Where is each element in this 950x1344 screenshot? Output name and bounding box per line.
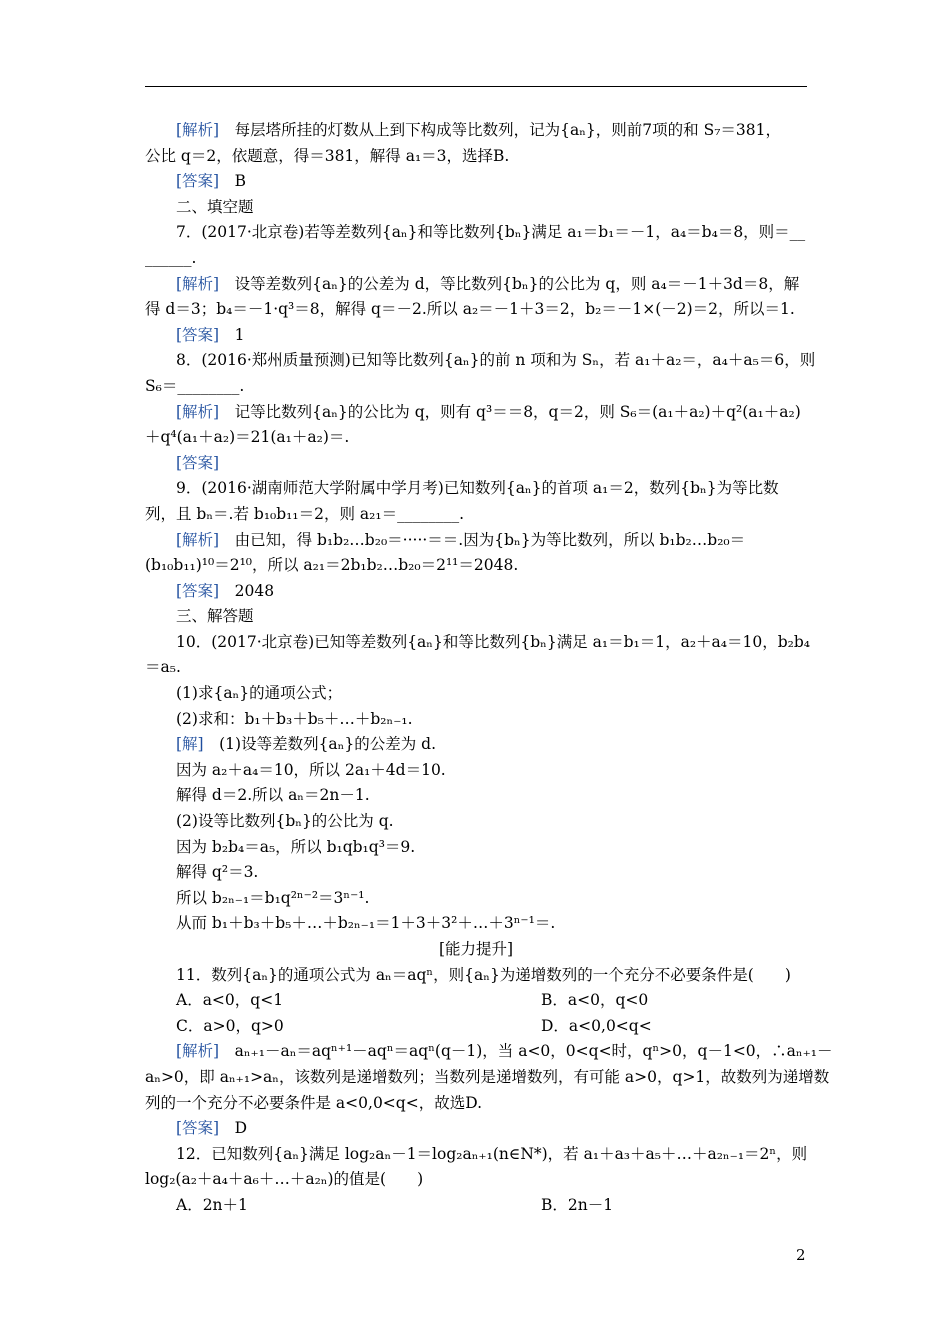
label-tag: [解] (176, 735, 204, 754)
text-line (145, 169, 807, 195)
text-line (145, 681, 807, 707)
text-line (145, 323, 807, 349)
label-tag: [答案] (176, 1119, 220, 1138)
page-number: 2 (796, 1246, 806, 1264)
label-tag: [解析] (176, 1042, 220, 1061)
text-line (145, 400, 807, 426)
choice-option: B．2n－1 (541, 1195, 614, 1214)
text-line (145, 348, 816, 374)
line-text: 因为 b₂b₄＝a₅，所以 b₁qb₁q³＝9. (176, 837, 416, 856)
line-text: 9．(2016·湖南师范大学附属中学月考)已知数列{aₙ}的首项 a₁＝2，数列{bₙ}为等比数 (176, 479, 779, 498)
text-line (145, 707, 807, 733)
choice-option: C．a>0，q>0 (176, 1016, 284, 1035)
line-text: 所以 b₂ₙ₋₁＝b₁q²ⁿ⁻²＝3ⁿ⁻¹. (176, 888, 370, 907)
label-tag: [解析] (176, 402, 220, 421)
line-text: aₙ₊₁－aₙ＝aqⁿ⁺¹－aqⁿ＝aqⁿ(q－1)，当 a<0，0<q<时，qⁿ>0，q－1<0，∴aₙ₊₁－ (219, 1042, 833, 1061)
label-tag: [答案] (176, 325, 220, 344)
line-text: 三、解答题 (176, 607, 254, 626)
line-text: (2)求和：b₁＋b₃＋b₅＋…＋b₂ₙ₋₁. (176, 709, 413, 728)
line-text: 1 (219, 325, 245, 344)
text-line (145, 655, 807, 681)
line-text: 每层塔所挂的灯数从上到下构成等比数列，记为{aₙ}，则前7项的和 S₇＝381， (219, 121, 781, 139)
text-line (145, 732, 807, 758)
text-line (145, 886, 807, 912)
line-text: 设等差数列{aₙ}的公差为 d，等比数列{bₙ}的公比为 q，则 a₄＝－1＋3d＝8，解 (219, 274, 800, 293)
text-line (145, 118, 807, 144)
text-line (145, 579, 807, 605)
label-tag: [答案] (176, 581, 220, 600)
line-text: 由已知，得 b₁b₂…b₂₀＝·····＝＝.因为{bₙ}为等比数列，所以 b₁b₂…b₂₀＝ (219, 530, 746, 549)
line-text: [能力提升] (438, 940, 514, 958)
text-line (145, 272, 807, 298)
text-line (145, 630, 810, 656)
line-text: 列，且 bₙ＝.若 b₁₀b₁₁＝2，则 a₂₁＝________. (145, 504, 464, 523)
text-line (145, 297, 807, 323)
text-line (145, 860, 807, 886)
text-line (145, 1039, 833, 1065)
section-heading (145, 937, 807, 963)
text-line (145, 1065, 830, 1091)
text-line (145, 1091, 807, 1117)
text-line (145, 246, 807, 272)
text-line (145, 502, 807, 528)
text-line (145, 195, 807, 221)
text-line (145, 144, 807, 170)
header-rule (145, 86, 807, 87)
line-text: log₂(a₂＋a₄＋a₆＋…＋a₂ₙ)的值是( ) (145, 1170, 424, 1189)
text-line (145, 1167, 807, 1193)
line-text: (2)设等比数列{bₙ}的公比为 q. (176, 812, 394, 831)
choice-row (145, 1193, 807, 1219)
text-line (145, 758, 807, 784)
line-text: 解得 q²＝3. (176, 863, 259, 882)
line-text: 记等比数列{aₙ}的公比为 q，则有 q³＝＝8，q＝2，则 S₆＝(a₁＋a₂)＋q²(a₁＋a₂) (219, 402, 801, 421)
choice-option: A．2n＋1 (176, 1195, 248, 1214)
line-text: (b₁₀b₁₁)¹⁰＝2¹⁰，所以 a₂₁＝2b₁b₂…b₂₀＝2¹¹＝2048. (145, 556, 519, 575)
line-text: 7．(2017·北京卷)若等差数列{aₙ}和等比数列{bₙ}满足 a₁＝b₁＝－1，a₄＝b₄＝8，则＝__ (176, 223, 806, 242)
text-line (145, 911, 807, 937)
line-text: aₙ>0，即 aₙ₊₁>aₙ，该数列是递增数列；当数列是递增数列，有可能 a>0，q>1，故数列为递增数 (145, 1067, 830, 1086)
line-text: D (219, 1119, 248, 1138)
line-text: B (219, 172, 246, 191)
text-line (145, 374, 807, 400)
text-line (145, 528, 807, 554)
line-text: (1)求{aₙ}的通项公式； (176, 684, 343, 703)
text-line (145, 783, 807, 809)
choice-option: D．a<0,0<q< (541, 1016, 652, 1035)
text-line (145, 963, 807, 989)
choice-row (145, 988, 807, 1014)
text-line (145, 476, 807, 502)
line-text: 列的一个充分不必要条件是 a<0,0<q<，故选D. (145, 1093, 483, 1112)
line-text: ______. (145, 248, 197, 267)
line-text: ＝a₅. (145, 658, 181, 677)
text-line (145, 220, 807, 246)
choice-option: A．a<0，q<1 (176, 991, 284, 1010)
line-text: 12．已知数列{aₙ}满足 log₂aₙ－1＝log₂aₙ₊₁(n∈N*)，若 a₁＋a₃＋a₅＋…＋a₂ₙ₋₁＝2ⁿ，则 (176, 1144, 808, 1163)
line-text: 10．(2017·北京卷)已知等差数列{aₙ}和等比数列{bₙ}满足 a₁＝b₁＝1，a₂＋a₄＝10，b₂b₄ (176, 632, 810, 651)
choice-row (145, 1014, 807, 1040)
line-text: ＋q⁴(a₁＋a₂)＝21(a₁＋a₂)＝. (145, 428, 350, 447)
label-tag: [答案] (176, 453, 220, 472)
text-line (145, 1142, 807, 1168)
choice-option: B．a<0，q<0 (541, 991, 649, 1010)
text-line (145, 835, 807, 861)
line-text: 解得 d＝2.所以 aₙ＝2n－1. (176, 786, 370, 805)
line-text: 2048 (219, 581, 275, 600)
line-text: (1)设等差数列{aₙ}的公差为 d. (203, 735, 437, 754)
line-text: 11．数列{aₙ}的通项公式为 aₙ＝aqⁿ，则{aₙ}为递增数列的一个充分不必要条件是( ) (176, 965, 791, 984)
label-tag: [答案] (176, 172, 220, 191)
line-text: S₆＝________. (145, 376, 245, 395)
text-line (145, 1116, 807, 1142)
line-text: 二、填空题 (176, 197, 254, 216)
label-tag: [解析] (176, 121, 220, 139)
text-line (145, 604, 807, 630)
label-tag: [解析] (176, 274, 220, 293)
line-text: 得 d＝3；b₄＝－1·q³＝8，解得 q＝－2.所以 a₂＝－1＋3＝2，b₂＝－1×(－2)＝2，所以＝1. (145, 300, 795, 319)
text-line (145, 425, 807, 451)
page-content (145, 118, 833, 1219)
line-text: 公比 q＝2，依题意，得＝381，解得 a₁＝3，选择B. (145, 146, 510, 165)
line-text: 8．(2016·郑州质量预测)已知等比数列{aₙ}的前 n 项和为 Sₙ，若 a₁＋a₂＝，a₄＋a₅＝6，则 (176, 351, 816, 370)
line-text: 从而 b₁＋b₃＋b₅＋…＋b₂ₙ₋₁＝1＋3＋3²＋…＋3ⁿ⁻¹＝. (176, 914, 556, 933)
text-line (145, 809, 807, 835)
text-line (145, 553, 807, 579)
line-text: 因为 a₂＋a₄＝10，所以 2a₁＋4d＝10. (176, 760, 446, 779)
label-tag: [解析] (176, 530, 220, 549)
text-line (145, 451, 807, 477)
